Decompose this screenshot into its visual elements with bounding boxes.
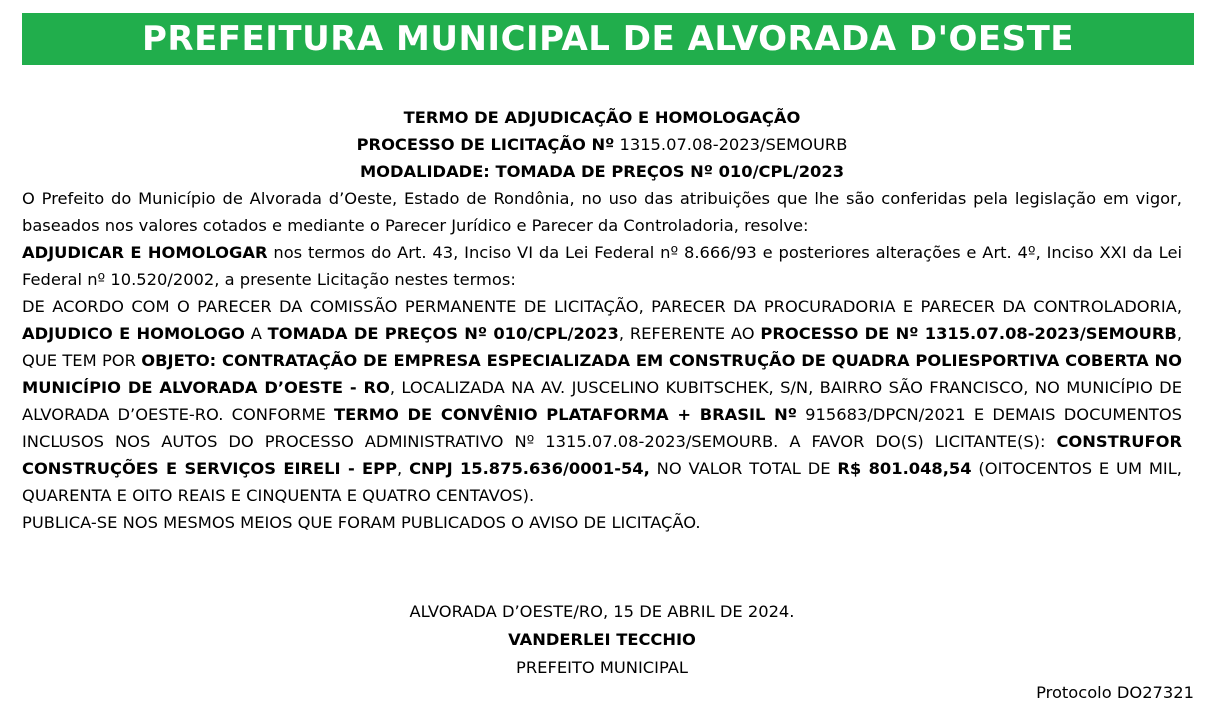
modality-line <box>22 158 1182 185</box>
decision-bold-1: ADJUDICO E HOMOLOGO <box>22 324 245 343</box>
signature-name <box>22 626 1182 654</box>
decision-bold-3: PROCESSO DE Nº 1315.07.08-2023/SEMOURB <box>760 324 1177 343</box>
decision-text-6: 915683/DPCN/2021 E DEMAIS DOCUMENTOS INCLUSOS NOS AUTOS DO PROCESSO ADMINISTRATIVO Nº 1315.07.08-2023/SEMOURB. A FAVOR DO(S) LICITANTE(S): <box>22 405 1182 451</box>
protocol-number: Protocolo DO27321 <box>1036 683 1194 702</box>
signature-name-text: VANDERLEI TECCHIO <box>508 630 696 649</box>
decision-bold-2: TOMADA DE PREÇOS Nº 010/CPL/2023 <box>267 324 619 343</box>
decision-text-8: NO VALOR TOTAL DE <box>649 459 838 478</box>
resolve-paragraph <box>22 239 1182 293</box>
decision-company: CONSTRUFOR CONSTRUÇÕES E SERVIÇOS EIRELI - EPP <box>22 432 1182 478</box>
signature-role: PREFEITO MUNICIPAL <box>516 658 688 677</box>
decision-paragraph <box>22 293 1182 509</box>
decision-cnpj: CNPJ 15.875.636/0001-54, <box>409 459 650 478</box>
document-heading <box>22 104 1182 131</box>
decision-text-1: DE ACORDO COM O PARECER DA COMISSÃO PERMANENTE DE LICITAÇÃO, PARECER DA PROCURADORIA E PARECER DA CONTROLADORIA, <box>22 297 1182 316</box>
signature-place-date: ALVORADA D’OESTE/RO, 15 DE ABRIL DE 2024. <box>409 602 795 621</box>
intro-paragraph: O Prefeito do Município de Alvorada d’Oeste, Estado de Rondônia, no uso das atribuições que lhe são conferidas pela legislação em vigor, baseados nos valores cotados e mediante o Parecer Jurídico e Parecer da Controladoria, resolve: <box>22 189 1182 235</box>
decision-text-9: (OITOCENTOS E UM MIL, QUARENTA E OITO REAIS E CINQUENTA E QUATRO CENTAVOS). <box>22 459 1182 505</box>
decision-text-4: , QUE TEM POR <box>22 324 1183 370</box>
document-body <box>22 104 1182 536</box>
decision-text-5: , LOCALIZADA NA AV. JUSCELINO KUBITSCHEK, S/N, BAIRRO SÃO FRANCISCO, NO MUNICÍPIO DE ALVORADA D’OESTE-RO. CONFORME <box>22 378 1182 424</box>
decision-text-3: , REFERENTE AO <box>618 324 761 343</box>
decision-value: R$ 801.048,54 <box>837 459 972 478</box>
process-number: 1315.07.08-2023/SEMOURB <box>614 135 848 154</box>
resolve-text: nos termos do Art. 43, Inciso VI da Lei Federal nº 8.666/93 e posteriores alterações e Art. 4º, Inciso XXI da Lei Federal nº 10.520/2002, a presente Licitação nestes termos: <box>22 243 1182 289</box>
header-title: PREFEITURA MUNICIPAL DE ALVORADA D'OESTE <box>141 19 1075 59</box>
publication-paragraph: PUBLICA-SE NOS MESMOS MEIOS QUE FORAM PUBLICADOS O AVISO DE LICITAÇÃO. <box>22 513 701 532</box>
process-label: PROCESSO DE LICITAÇÃO Nº <box>356 135 615 154</box>
heading-text: TERMO DE ADJUDICAÇÃO E HOMOLOGAÇÃO <box>403 108 801 127</box>
decision-text-7: , <box>397 459 410 478</box>
resolve-lead: ADJUDICAR E HOMOLOGAR <box>22 243 268 262</box>
signature-block <box>22 598 1182 682</box>
decision-object: OBJETO: CONTRATAÇÃO DE EMPRESA ESPECIALIZADA EM CONSTRUÇÃO DE QUADRA POLIESPORTIVA COBERTA NO MUNICÍPIO DE ALVORADA D’OESTE - RO <box>22 351 1182 397</box>
header-banner <box>22 13 1194 65</box>
modality-text: MODALIDADE: TOMADA DE PREÇOS Nº 010/CPL/2023 <box>359 162 845 181</box>
decision-convenio: TERMO DE CONVÊNIO PLATAFORMA + BRASIL Nº <box>334 405 797 424</box>
process-line <box>22 131 1182 158</box>
decision-text-2: A <box>244 324 268 343</box>
